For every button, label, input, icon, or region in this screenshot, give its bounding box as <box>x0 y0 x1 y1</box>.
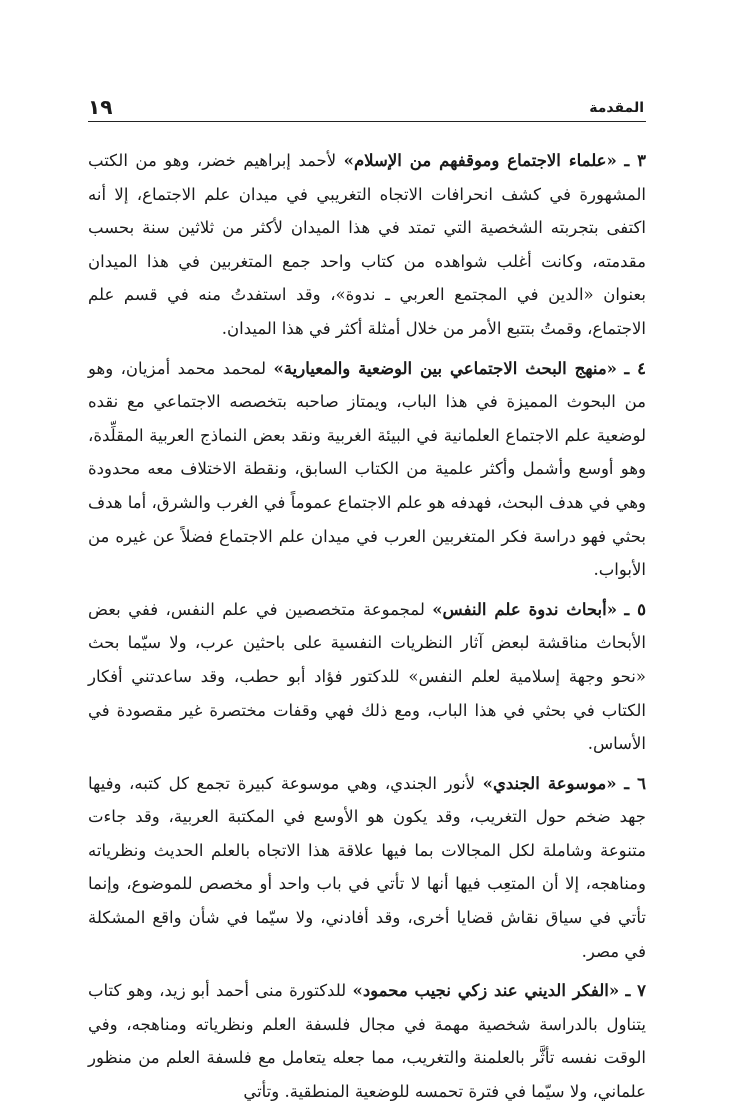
page-number: ١٩ <box>88 95 113 119</box>
entry-item <box>88 352 646 587</box>
entry-text: لمحمد محمد أمزيان، وهو من البحوث المميزة في هذا الباب، ويمتاز صاحبه بتخصصه الاجتماعي مع نقده لوضعية علم الاجتماع العلمانية في البيئة الغربية ونقد بعض النماذج العربية المقلِّدة، وهو أوسع وأشمل وأكثر علمية من الكتاب السابق، ونقطة الاختلاف معه محدودة وهي في هدف البحث، فهدفه هو علم الاجتماع عموماً في الغرب والشرق، أما هدف بحثي فهو دراسة فكر المتغربين العرب في ميدان علم الاجتماع فضلاً عن غيره من الأبواب. <box>88 358 646 580</box>
entry-item <box>88 974 646 1108</box>
entry-number: ٧ ـ <box>625 981 646 1001</box>
entry-item <box>88 767 646 969</box>
entry-text: لأنور الجندي، وهي موسوعة كبيرة تجمع كل كتبه، وفيها جهد ضخم حول التغريب، وقد يكون هو الأوسع في المكتبة العربية، وقد جاءت متنوعة وشاملة لكل المجالات بما فيها علاقة هذا الاتجاه بالعلم الحديث ونظرياته ومناهجه، إلا أن المتعِب فيها أنها لا تأتي في باب واحد أو مخصص للموضوع، وإنما تأتي في سياق نقاش قضايا أخرى، وقد أفادني، ولا سيّما في شأن واقع المشكلة في مصر. <box>88 773 646 961</box>
entry-text: للدكتورة منى أحمد أبو زيد، وهو كتاب يتناول بالدراسة شخصية مهمة في مجال فلسفة العلم ونظرياته ومناهجه، وفي الوقت نفسه تأثَّر بالعلمنة والتغريب، مما جعله يتعامل مع فلسفة العلم من منظور علماني، ولا سيّما في فترة تحمسه للوضعية المنطقية. وتأتي <box>88 981 646 1102</box>
body-text <box>88 144 646 1115</box>
entry-number: ٥ ـ <box>624 599 646 619</box>
entry-item <box>88 593 646 761</box>
book-title: «أبحاث ندوة علم النفس» <box>432 599 618 619</box>
entry-number: ٦ ـ <box>624 773 646 793</box>
entry-number: ٤ ـ <box>624 358 646 378</box>
header-rule <box>88 121 646 122</box>
book-title: «علماء الاجتماع وموقفهم من الإسلام» <box>343 151 617 170</box>
book-title: «منهج البحث الاجتماعي بين الوضعية والمعيارية» <box>273 358 617 378</box>
book-title: «موسوعة الجندي» <box>482 773 617 793</box>
running-title: المقدمة <box>589 100 644 116</box>
book-title: «الفكر الديني عند زكي نجيب محمود» <box>352 981 620 1001</box>
page-header <box>88 88 644 118</box>
entry-number: ٣ ـ <box>624 151 646 170</box>
entry-item <box>88 144 646 346</box>
entry-text: لأحمد إبراهيم خضر، وهو من الكتب المشهورة في كشف انحرافات الاتجاه التغريبي في ميدان علم الاجتماع، إلا أنه اكتفى بتجربته الشخصية التي تمتد في هذا الميدان لأكثر من ثلاثين سنة بحسب مقدمته، وكانت أغلب شواهده من كتاب واحد جمع المتغربين في هذا الميدان بعنوان «الدين في المجتمع العربي ـ ندوة»، وقد استفدتُ منه في قسم علم الاجتماع، وقمتُ بتتبع الأمر من خلال أمثلة أكثر في هذا الميدان. <box>88 151 646 338</box>
entry-text: لمجموعة متخصصين في علم النفس، ففي بعض الأبحاث مناقشة لبعض آثار النظريات النفسية على باحثين عرب، ولا سيّما بحث «نحو وجهة إسلامية لعلم النفس» للدكتور فؤاد أبو حطب، وقد ساعدتني أفكار الكتاب في بحثي في هذا الباب، ومع ذلك فهي وقفات مختصرة غير مقصودة في الأساس. <box>88 599 646 754</box>
